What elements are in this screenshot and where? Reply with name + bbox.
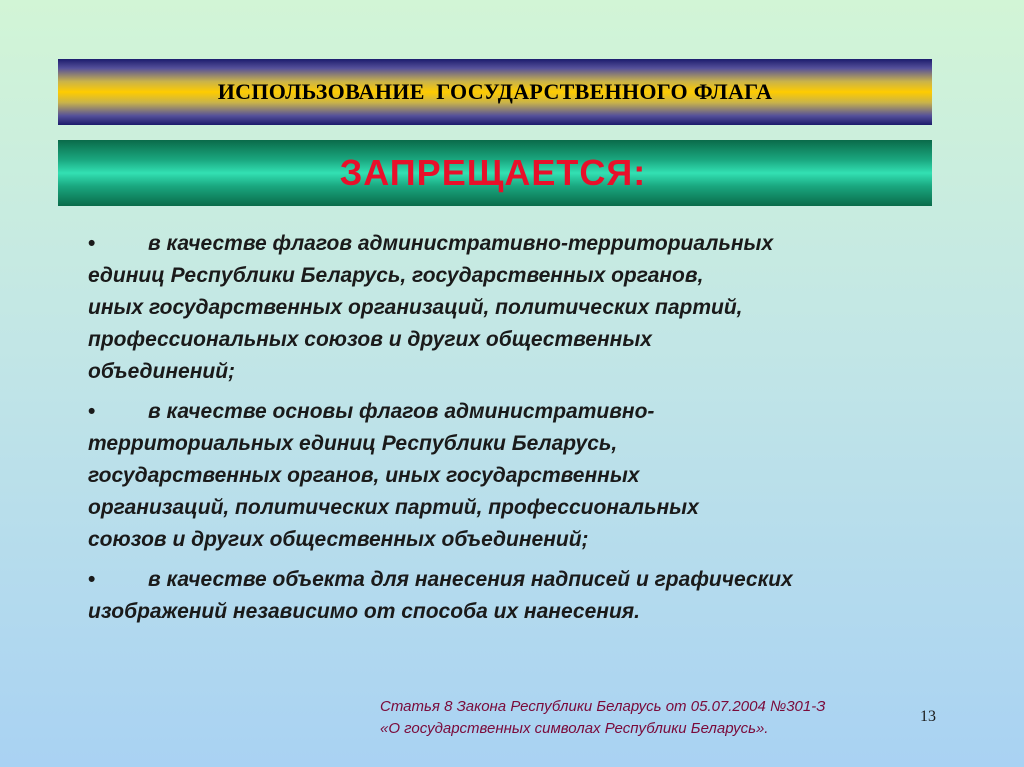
list-item xyxy=(88,396,948,556)
list-item-text: в качестве объекта для нанесения надписей и графических изображений независимо от способа их нанесения. xyxy=(88,568,793,623)
bullet-icon: • xyxy=(88,400,96,423)
list-item xyxy=(88,228,948,388)
banner-heading: ЗАПРЕЩАЕТСЯ: xyxy=(339,152,647,193)
page-number: 13 xyxy=(920,708,936,725)
list-item-text: в качестве флагов административно-территориальных единиц Республики Беларусь, государственных органов, иных государственных организаций, политических партий, профессиональных союзов и других общественных объединений; xyxy=(88,232,774,383)
prohibitions-list xyxy=(88,228,948,636)
list-item-text: в качестве основы флагов административно- территориальных единиц Республики Беларусь, государственных органов, иных государственных организаций, политических партий, профессиональных союзов и других общественных объединений; xyxy=(88,400,699,551)
title-bar xyxy=(58,59,932,125)
bullet-icon: • xyxy=(88,568,96,591)
prohibited-banner xyxy=(58,140,932,206)
list-item xyxy=(88,564,948,628)
slide-title: ИСПОЛЬЗОВАНИЕ ГОСУДАРСТВЕННОГО ФЛАГА xyxy=(217,79,773,104)
law-reference: Статья 8 Закона Республики Беларусь от 05.07.2004 №301-З «О государственных символах Республики Беларусь». xyxy=(380,698,826,737)
bullet-icon: • xyxy=(88,232,96,255)
